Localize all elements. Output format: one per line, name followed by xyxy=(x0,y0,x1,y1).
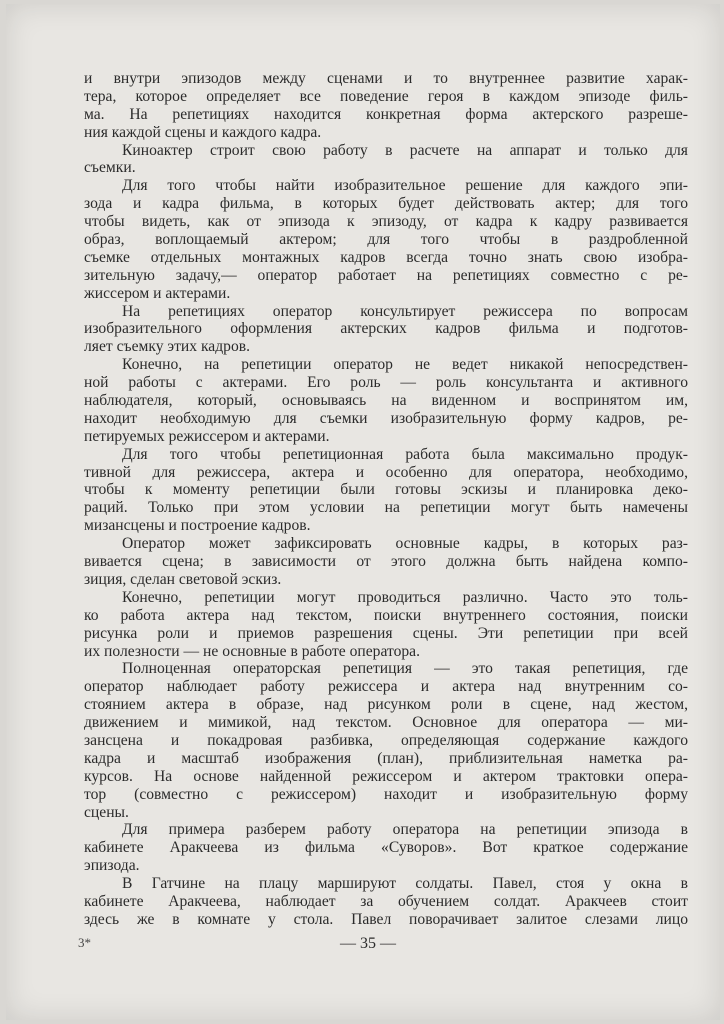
paragraph xyxy=(84,356,688,445)
paragraph xyxy=(84,535,688,589)
text-line: съемке отдельных монтажных кадров всегда точно знать свою изобра- xyxy=(84,248,688,266)
text-line: изобразительного оформления актерских кадров фильма и подготов- xyxy=(84,320,688,338)
text-line: движением и мимикой, над текстом. Основное для оператора — ми- xyxy=(84,714,688,732)
text-line: рисунка роли и приемов разрешения сцены. Эти репетиции при всей xyxy=(84,624,688,642)
text-line: находит необходимую для съемки изобразительную форму кадров, ре- xyxy=(84,409,688,427)
text-line: съемки. xyxy=(84,159,136,177)
text-line: наблюдателя, который, основываясь на виденном и воспринятом им, xyxy=(84,392,688,410)
text-line: мизансцены и построение кадров. xyxy=(84,517,311,535)
paragraph xyxy=(84,660,688,821)
text-line: зода и кадра фильма, в которых будет действовать актер; для того xyxy=(84,195,688,213)
text-line: тор (совместно с режиссером) находит и изобразительную форму xyxy=(84,785,688,803)
text-line: чтобы видеть, как от эпизода к эпизоду, от кадра к кадру развивается xyxy=(84,213,688,231)
text-line: зительную задачу,— оператор работает на репетициях совместно с ре- xyxy=(84,266,688,284)
text-line: Для примера разберем работу оператора на репетиции эпизода в xyxy=(122,821,688,839)
paragraph xyxy=(84,821,688,875)
text-line: кабинете Аракчеева, наблюдает за обучением солдат. Аракчеев стоит xyxy=(84,892,688,910)
text-line: Оператор может зафиксировать основные кадры, в которых раз- xyxy=(122,535,688,553)
text-line: вивается сцена; в зависимости от этого должна быть найдена компо- xyxy=(84,553,688,571)
text-line: ной работы с актерами. Его роль — роль консультанта и активного xyxy=(84,374,688,392)
paragraph xyxy=(84,875,688,929)
text-line: В Гатчине на плацу маршируют солдаты. Павел, стоя у окна в xyxy=(122,875,688,893)
paragraph xyxy=(84,446,688,535)
paragraph xyxy=(84,177,688,302)
text-line: ко работа актера над текстом, поиски внутреннего состояния, поиски xyxy=(84,606,688,624)
text-line: Киноактер строит свою работу в расчете на аппарат и только для xyxy=(122,141,688,159)
text-line: эпизода. xyxy=(84,857,140,875)
paragraph xyxy=(84,70,688,142)
text-line: Для того чтобы найти изобразительное решение для каждого эпи- xyxy=(122,177,688,195)
text-line: тера, которое определяет все поведение героя в каждом эпизоде филь- xyxy=(84,87,688,105)
text-line: зансцена и покадровая разбивка, определяющая содержание каждого xyxy=(84,731,688,749)
paragraph xyxy=(84,589,688,661)
text-line: ния каждой сцены и каждого кадра. xyxy=(84,123,322,141)
text-line: и внутри эпизодов между сценами и то внутреннее развитие харак- xyxy=(84,70,688,87)
text-line: чтобы к моменту репетиции были готовы эскизы и планировка деко- xyxy=(84,481,688,499)
text-line: ма. На репетициях находится конкретная форма актерского разреше- xyxy=(84,105,688,123)
text-line: петируемых режиссером и актерами. xyxy=(84,427,330,445)
text-line: здесь же в комнате у стола. Павел поворачивает залитое слезами лицо xyxy=(84,910,688,928)
text-line: ляет съемку этих кадров. xyxy=(84,338,251,356)
document-page xyxy=(6,4,720,1020)
text-line: стоянием актера в образе, над рисунком роли в сцене, над жестом, xyxy=(84,696,688,714)
text-line: их полезности — не основные в работе оператора. xyxy=(84,642,420,660)
text-line: тивной для режиссера, актера и особенно для оператора, необходимо, xyxy=(84,463,688,481)
text-line: Конечно, на репетиции оператор не ведет никакой непосредствен- xyxy=(122,356,688,374)
text-line: На репетициях оператор консультирует режиссера по вопросам xyxy=(122,302,688,320)
text-line: кадра и масштаб изображения (план), приблизительная наметка ра- xyxy=(84,749,688,767)
text-line: зиция, сделан световой эскиз. xyxy=(84,570,282,588)
page-number: — 35 — xyxy=(340,935,396,952)
text-line: Конечно, репетиции могут проводиться различно. Часто это толь- xyxy=(122,588,688,606)
text-line: раций. Только при этом условии на репетиции могут быть намечены xyxy=(84,499,688,517)
text-line: образ, воплощаемый актером; для того чтобы в раздробленной xyxy=(84,231,688,249)
body-text xyxy=(84,70,688,929)
text-line: жиссером и актерами. xyxy=(84,284,231,302)
text-line: Полноценная операторская репетиция — это такая репетиция, где xyxy=(122,660,688,678)
text-line: Для того чтобы репетиционная работа была максимально продук- xyxy=(122,445,688,463)
text-line: курсов. На основе найденной режиссером и актером трактовки опера- xyxy=(84,767,688,785)
text-line: сцены. xyxy=(84,803,129,821)
text-line: кабинете Аракчеева из фильма «Суворов». Вот краткое содержание xyxy=(84,839,688,857)
paragraph xyxy=(84,142,688,178)
text-line: оператор наблюдает работу режиссера и актера над внутренним со- xyxy=(84,678,688,696)
paragraph xyxy=(84,303,688,357)
signature-mark: 3* xyxy=(78,935,91,950)
